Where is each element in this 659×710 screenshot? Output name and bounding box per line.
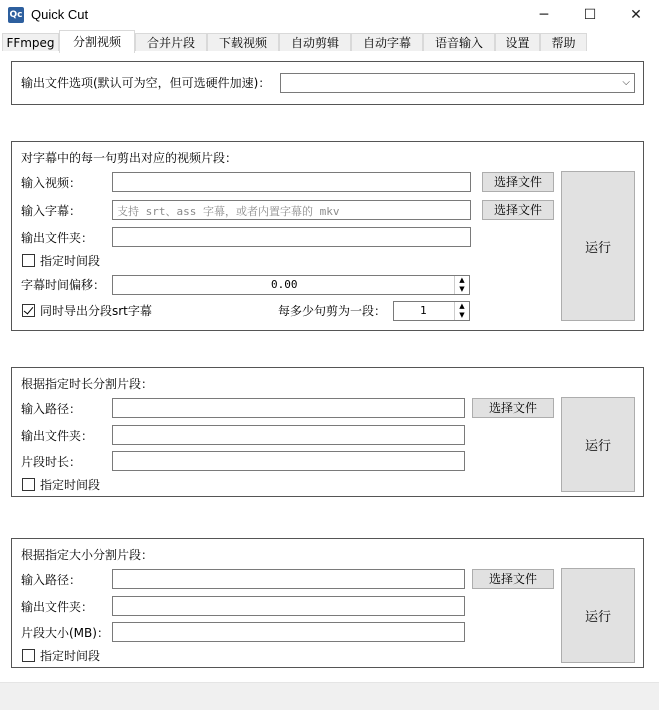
- segment-duration-field[interactable]: [112, 451, 465, 471]
- run-duration-split-button[interactable]: 运行: [561, 397, 635, 492]
- input-subtitle-placeholder: 支持 srt、ass 字幕，或者内置字幕的 mkv: [117, 205, 340, 218]
- subtitle-split-title: 对字幕中的每一句剪出对应的视频片段：: [21, 151, 238, 165]
- spin-up-icon[interactable]: ▲: [459, 276, 465, 284]
- segment-size-label: 片段大小(MB)：: [21, 626, 109, 640]
- duration-split-group: [11, 367, 644, 497]
- maximize-button[interactable]: ☐: [583, 7, 597, 23]
- size-output-folder-label: 输出文件夹：: [21, 600, 94, 614]
- tab-content: [0, 52, 659, 682]
- duration-specify-time-checkbox[interactable]: [22, 478, 35, 491]
- output-folder-label: 输出文件夹：: [21, 231, 94, 245]
- input-video-label: 输入视频：: [21, 176, 82, 190]
- duration-output-folder-label: 输出文件夹：: [21, 429, 94, 443]
- tab-voice-input[interactable]: 语音输入: [423, 33, 495, 51]
- export-srt-label[interactable]: 同时导出分段srt字幕: [40, 304, 152, 318]
- close-button[interactable]: ✕: [630, 7, 642, 23]
- output-options-group: [11, 61, 644, 105]
- size-split-title: 根据指定大小分割片段：: [21, 548, 154, 562]
- output-options-label: 输出文件选项(默认可为空，但可选硬件加速)：: [21, 76, 271, 90]
- duration-input-path-label: 输入路径：: [21, 402, 82, 416]
- window-title: Quick Cut: [31, 7, 89, 22]
- run-size-split-button[interactable]: 运行: [561, 568, 635, 663]
- specify-time-checkbox[interactable]: [22, 254, 35, 267]
- input-subtitle-label: 输入字幕：: [21, 204, 82, 218]
- chevron-down-icon: ⌵: [622, 77, 630, 88]
- tab-split-video[interactable]: 分割视频: [59, 30, 135, 53]
- minimize-button[interactable]: ─: [539, 7, 549, 23]
- title-bar: [0, 0, 659, 30]
- segment-size-field[interactable]: [112, 622, 465, 642]
- tab-download-video[interactable]: 下载视频: [207, 33, 279, 51]
- tab-ffmpeg[interactable]: FFmpeg: [2, 33, 59, 51]
- tab-auto-subtitle[interactable]: 自动字幕: [351, 33, 423, 51]
- per-segment-spinbox[interactable]: [393, 301, 470, 321]
- tab-merge-clips[interactable]: 合并片段: [135, 33, 207, 51]
- choose-video-file-button[interactable]: 选择文件: [482, 172, 554, 192]
- size-specify-time-label[interactable]: 指定时间段: [40, 649, 101, 663]
- per-segment-label: 每多少句剪为一段：: [278, 304, 387, 318]
- size-output-folder-field[interactable]: [112, 596, 465, 616]
- spin-down-icon[interactable]: ▼: [459, 285, 465, 293]
- input-video-field[interactable]: [112, 172, 471, 192]
- choose-subtitle-file-button[interactable]: 选择文件: [482, 200, 554, 220]
- duration-output-folder-field[interactable]: [112, 425, 465, 445]
- duration-split-title: 根据指定时长分割片段：: [21, 377, 154, 391]
- per-segment-value: 1: [420, 304, 427, 317]
- spin-buttons: [454, 276, 469, 294]
- size-split-group: [11, 538, 644, 668]
- duration-choose-file-button[interactable]: 选择文件: [472, 398, 554, 418]
- run-subtitle-split-button[interactable]: 运行: [561, 171, 635, 321]
- status-bar: [0, 682, 659, 710]
- duration-specify-time-label[interactable]: 指定时间段: [40, 478, 101, 492]
- spin-down-icon[interactable]: ▼: [459, 311, 465, 319]
- spin-up-icon[interactable]: ▲: [459, 302, 465, 310]
- spin-buttons: [454, 302, 469, 320]
- tab-bar: [0, 30, 659, 53]
- duration-input-path-field[interactable]: [112, 398, 465, 418]
- size-choose-file-button[interactable]: 选择文件: [472, 569, 554, 589]
- size-input-path-label: 输入路径：: [21, 573, 82, 587]
- input-subtitle-field[interactable]: [112, 200, 471, 220]
- specify-time-label[interactable]: 指定时间段: [40, 254, 101, 268]
- tab-help[interactable]: 帮助: [540, 33, 587, 51]
- app-logo-icon: Qc: [8, 7, 24, 23]
- subtitle-split-group: [11, 141, 644, 331]
- size-input-path-field[interactable]: [112, 569, 465, 589]
- segment-duration-label: 片段时长：: [21, 455, 82, 469]
- output-folder-field[interactable]: [112, 227, 471, 247]
- tab-settings[interactable]: 设置: [495, 33, 540, 51]
- output-options-combobox[interactable]: [280, 73, 635, 93]
- size-specify-time-checkbox[interactable]: [22, 649, 35, 662]
- tab-auto-edit[interactable]: 自动剪辑: [279, 33, 351, 51]
- subtitle-offset-label: 字幕时间偏移：: [21, 278, 106, 292]
- subtitle-offset-value: 0.00: [271, 278, 298, 291]
- export-srt-checkbox[interactable]: [22, 304, 35, 317]
- subtitle-offset-spinbox[interactable]: [112, 275, 470, 295]
